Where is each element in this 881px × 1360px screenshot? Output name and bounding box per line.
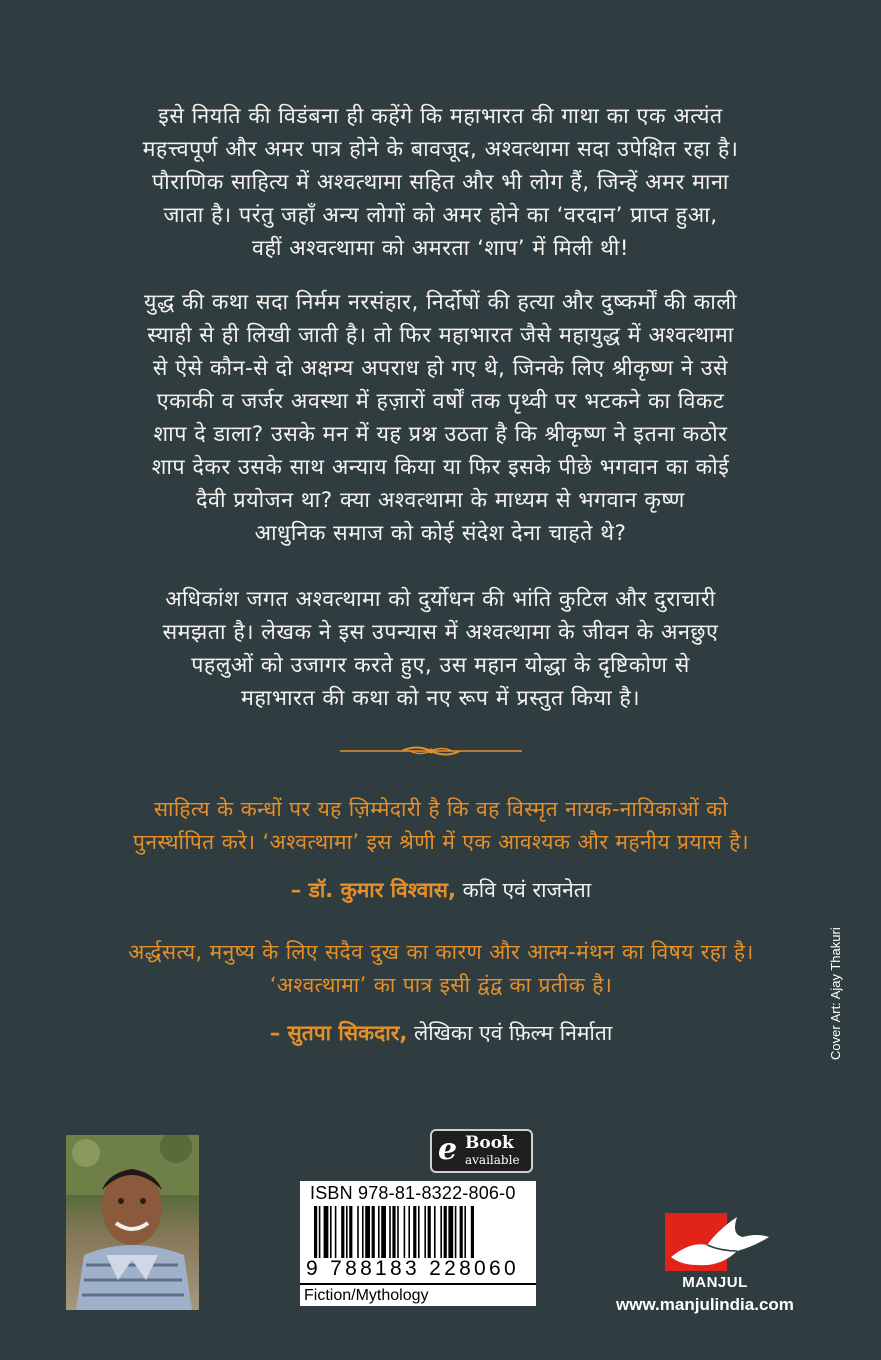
blurb-line: शाप दे डाला? उसके मन में यह प्रश्न उठता है कि श्रीकृष्ण ने इतना कठोर bbox=[153, 422, 728, 447]
isbn-barcode bbox=[300, 1181, 536, 1306]
endorser-role: लेखिका एवं फ़िल्म निर्माता bbox=[413, 1021, 613, 1045]
quote-line: पुनर्स्थापित करे। ‘अश्वत्थामा’ इस श्रेणी में एक आवश्यक और महनीय प्रयास है। bbox=[133, 830, 749, 854]
barcode-bar bbox=[434, 1206, 436, 1258]
endorser-name: – सुतपा सिकदार, bbox=[269, 1021, 408, 1045]
ornamental-divider bbox=[340, 741, 522, 761]
endorsement-attribution-1 bbox=[70, 876, 812, 904]
endorsement-quote-1 bbox=[70, 793, 812, 859]
quote-line: अर्द्धसत्य, मनुष्य के लिए सदैव दुख का कारण और आत्म-मंथन का विषय रहा है। bbox=[128, 940, 754, 964]
barcode-bar bbox=[444, 1206, 447, 1258]
barcode-bar bbox=[341, 1206, 344, 1258]
blurb-line: स्याही से ही लिखी जाती है। तो फिर महाभारत जैसे महायुद्ध में अश्वत्थामा bbox=[147, 323, 734, 348]
cover-art-credit: Cover Art: Ajay Thakuri bbox=[828, 927, 843, 1060]
barcode-bar bbox=[330, 1206, 332, 1258]
publisher-website: www.manjulindia.com bbox=[616, 1295, 794, 1314]
barcode-bar bbox=[335, 1206, 337, 1258]
barcode-bar bbox=[464, 1206, 466, 1258]
barcode-bar bbox=[349, 1206, 352, 1258]
blurb-line: शाप देकर उसके साथ अन्याय किया या फिर इसके पीछे भगवान का कोई bbox=[151, 455, 730, 480]
barcode-bar bbox=[389, 1206, 391, 1258]
endorsement-quote-2 bbox=[70, 936, 812, 1002]
barcode-bar bbox=[408, 1206, 410, 1258]
blurb-line: महाभारत की कथा को नए रूप में प्रस्तुत किया है। bbox=[241, 686, 640, 711]
genre-label: Fiction/Mythology bbox=[300, 1283, 536, 1306]
blurb-paragraph-2 bbox=[88, 286, 793, 550]
barcode-digits: 9 788183 228060 bbox=[306, 1257, 519, 1280]
blurb-line: पहलुओं को उजागर करते हुए, उस महान योद्धा के दृष्टिकोण से bbox=[191, 653, 690, 678]
ebook-available-label: available bbox=[465, 1153, 520, 1167]
barcode-bar bbox=[362, 1206, 364, 1258]
barcode-bar bbox=[392, 1206, 395, 1258]
blurb-line: समझता है। लेखक ने इस उपन्यास में अश्वत्थामा के जीवन के अनछुए bbox=[162, 620, 719, 645]
blurb-line: पौराणिक साहित्य में अश्वत्थामा सहित और भी लोग हैं, जिन्हें अमर माना bbox=[151, 170, 730, 195]
barcode-bar bbox=[471, 1206, 474, 1258]
blurb-paragraph-3 bbox=[88, 583, 793, 715]
blurb-line: से ऐसे कौन-से दो अक्षम्य अपराध हो गए थे, जिनके लिए श्रीकृष्ण ने उसे bbox=[152, 356, 729, 381]
blurb-line: जाता है। परंतु जहाँ अन्य लोगों को अमर होने का ‘वरदान’ प्राप्त हुआ, bbox=[163, 203, 718, 228]
blurb-line: वहीं अश्वत्थामा को अमरता ‘शाप’ में मिली थी! bbox=[251, 236, 629, 261]
barcode-bar bbox=[460, 1206, 463, 1258]
barcode-bar bbox=[397, 1206, 399, 1258]
barcode-bar bbox=[455, 1206, 457, 1258]
barcode-bar bbox=[424, 1206, 426, 1258]
barcode-bar bbox=[381, 1206, 386, 1258]
blurb-line: युद्ध की कथा सदा निर्मम नरसंहार, निर्दोषों की हत्या और दुष्कर्मों की काली bbox=[143, 290, 738, 315]
barcode-bar bbox=[404, 1206, 406, 1258]
blurb-line: महत्त्वपूर्ण और अमर पात्र होने के बावजूद, अश्वत्थामा सदा उपेक्षित रहा है। bbox=[142, 137, 739, 162]
barcode-bar bbox=[428, 1206, 431, 1258]
ebook-e-glyph: e bbox=[438, 1132, 458, 1167]
endorsement-attribution-2 bbox=[70, 1019, 812, 1047]
barcode-bar bbox=[319, 1206, 321, 1258]
barcode-bar bbox=[418, 1206, 420, 1258]
ebook-available-badge bbox=[430, 1129, 533, 1173]
barcode-bar bbox=[365, 1206, 370, 1258]
barcode-bar bbox=[314, 1206, 317, 1258]
barcode-bar bbox=[346, 1206, 348, 1258]
blurb-paragraph-1 bbox=[88, 100, 793, 265]
blurb-line: आधुनिक समाज को कोई संदेश देना चाहते थे? bbox=[254, 521, 627, 546]
ebook-book-label: Book bbox=[465, 1133, 514, 1153]
barcode-bar bbox=[324, 1206, 329, 1258]
blurb-line: एकाकी व जर्जर अवस्था में हज़ारों वर्षों तक पृथ्वी पर भटकने का विकट bbox=[156, 389, 725, 414]
author-photo-illustration bbox=[66, 1135, 199, 1310]
quote-line: साहित्य के कन्धों पर यह ज़िम्मेदारी है कि वह विस्मृत नायक-नायिकाओं को bbox=[153, 797, 729, 821]
author-photo bbox=[66, 1135, 199, 1310]
barcode-bar bbox=[357, 1206, 359, 1258]
blurb-line: दैवी प्रयोजन था? क्या अश्वत्थामा के माध्यम से भगवान कृष्ण bbox=[196, 488, 685, 513]
endorser-role: कवि एवं राजनेता bbox=[462, 878, 592, 902]
isbn-label: ISBN 978-81-8322-806-0 bbox=[310, 1183, 516, 1203]
barcode-bar bbox=[378, 1206, 380, 1258]
barcode-bar bbox=[440, 1206, 442, 1258]
blurb-line: अधिकांश जगत अश्वत्थामा को दुर्योधन की भांति कुटिल और दुराचारी bbox=[165, 587, 716, 612]
quote-line: ‘अश्वत्थामा’ का पात्र इसी द्वंद्व का प्रतीक है। bbox=[269, 973, 613, 997]
blurb-line: इसे नियति की विडंबना ही कहेंगे कि महाभारत की गाथा का एक अत्यंत bbox=[158, 104, 723, 129]
barcode-bar bbox=[448, 1206, 453, 1258]
barcode-bar bbox=[413, 1206, 416, 1258]
barcode-bar bbox=[372, 1206, 375, 1258]
endorser-name: – डॉ. कुमार विश्वास, bbox=[290, 878, 456, 902]
publisher-name: MANJUL bbox=[682, 1274, 748, 1291]
